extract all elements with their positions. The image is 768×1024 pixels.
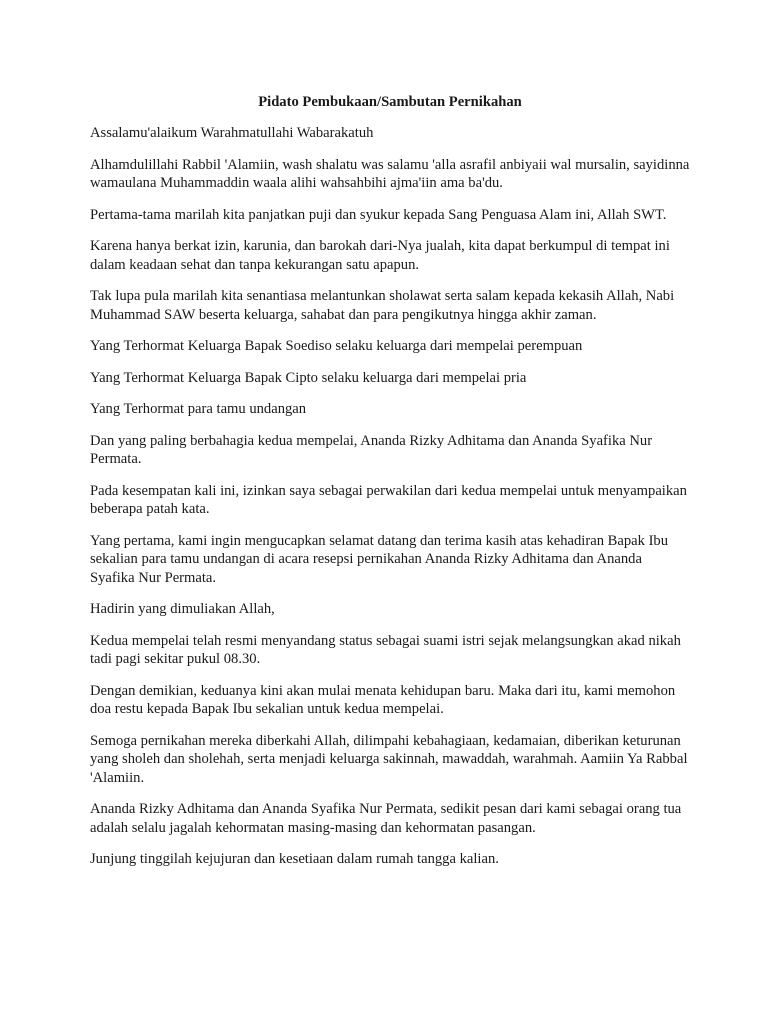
paragraph-akad: Kedua mempelai telah resmi menyandang status sebagai suami istri sejak melangsungkan akad nikah tadi pagi sekitar pukul 08.30. bbox=[90, 632, 681, 667]
paragraph-hormat-perempuan: Yang Terhormat Keluarga Bapak Soediso selaku keluarga dari mempelai perempuan bbox=[90, 338, 583, 354]
paragraph-mempelai: Dan yang paling berbahagia kedua mempelai, Ananda Rizky Adhitama dan Ananda Syafika Nur Permata. bbox=[90, 432, 653, 467]
paragraph-selamat-datang: Yang pertama, kami ingin mengucapkan selamat datang dan terima kasih atas kehadiran Bapak Ibu sekalian para tamu undangan di acara resepsi pernikahan Ananda Rizky Adhitama dan Ananda Syafika Nur Permata. bbox=[90, 532, 669, 586]
document-body bbox=[90, 94, 690, 882]
paragraph-syukur: Pertama-tama marilah kita panjatkan puji dan syukur kepada Sang Penguasa Alam ini, Allah SWT. bbox=[90, 206, 667, 223]
paragraph-hamdalah: Alhamdulillahi Rabbil 'Alamiin, wash shalatu was salamu 'alla asrafil anbiyaii wal mursalin, sayidinna wamaulana Muhammaddin waala alihi wahsahbihi ajma'iin ama ba'du. bbox=[90, 156, 690, 191]
paragraph-pesan: Ananda Rizky Adhitama dan Ananda Syafika Nur Permata, sedikit pesan dari kami sebagai orang tua adalah selalu jagalah kehormatan masing-masing dan kehormatan pasangan. bbox=[90, 801, 682, 836]
paragraph-salam: Assalamu'alaikum Warahmatullahi Wabarakatuh bbox=[90, 125, 374, 141]
document-title: Pidato Pembukaan/Sambutan Pernikahan bbox=[258, 94, 522, 110]
paragraph-sholawat: Tak lupa pula marilah kita senantiasa melantunkan sholawat serta salam kepada kekasih Allah, Nabi Muhammad SAW beserta keluarga, sahabat dan para pengikutnya hingga akhir zaman. bbox=[90, 288, 675, 323]
paragraph-hormat-pria: Yang Terhormat Keluarga Bapak Cipto selaku keluarga dari mempelai pria bbox=[90, 369, 527, 386]
paragraph-kesempatan: Pada kesempatan kali ini, izinkan saya sebagai perwakilan dari kedua mempelai untuk menyampaikan beberapa patah kata. bbox=[90, 482, 687, 517]
paragraph-semoga: Semoga pernikahan mereka diberkahi Allah, dilimpahi kebahagiaan, kedamaian, diberikan keturunan yang sholeh dan sholehah, serta menjadi keluarga sakinnah, mawaddah, warahmah. Aamiin Ya Rabbal 'Alamiin. bbox=[90, 732, 688, 786]
paragraph-kejujuran: Junjung tinggilah kejujuran dan kesetiaan dalam rumah tangga kalian. bbox=[90, 851, 499, 867]
paragraph-berkumpul: Karena hanya berkat izin, karunia, dan barokah dari-Nya jualah, kita dapat berkumpul di tempat ini dalam keadaan sehat dan tanpa kekurangan satu apapun. bbox=[90, 238, 670, 273]
paragraph-doa-restu: Dengan demikian, keduanya kini akan mulai menata kehidupan baru. Maka dari itu, kami memohon doa restu kepada Bapak Ibu sekalian untuk kedua mempelai. bbox=[90, 682, 676, 717]
paragraph-hadirin: Hadirin yang dimuliakan Allah, bbox=[90, 601, 275, 617]
paragraph-hormat-tamu: Yang Terhormat para tamu undangan bbox=[90, 401, 307, 417]
